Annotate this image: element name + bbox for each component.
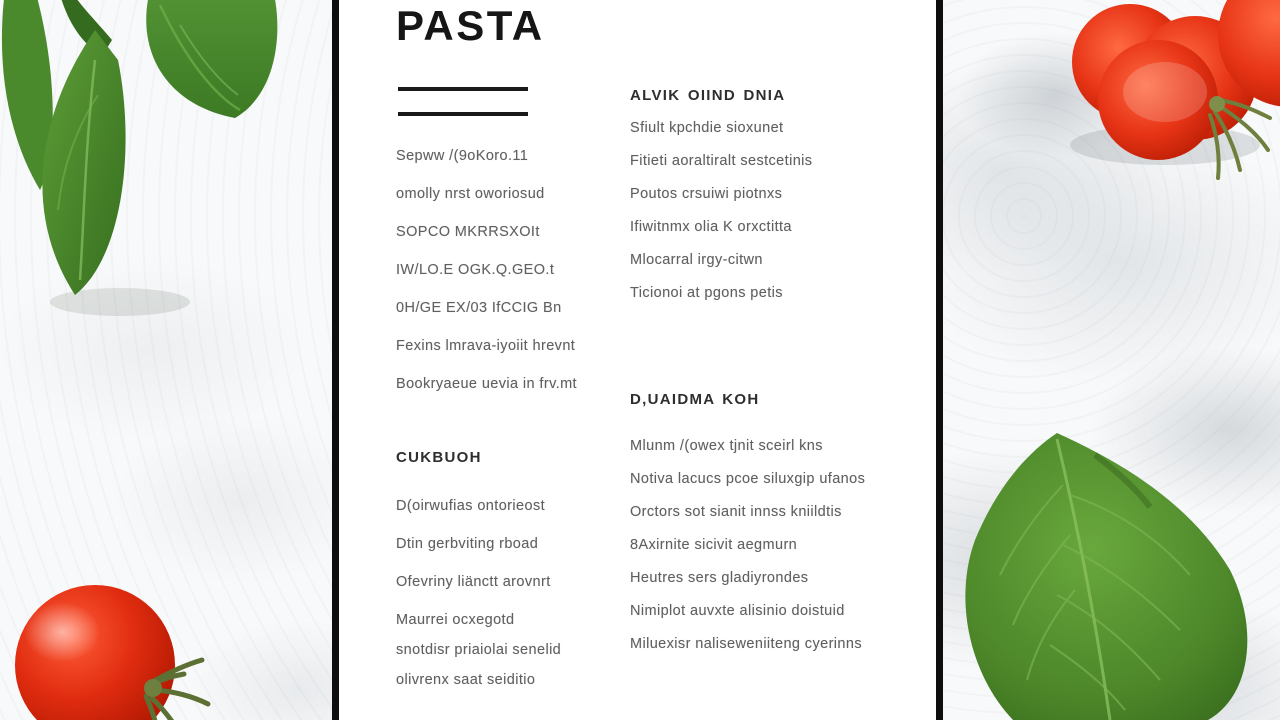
menu-line: olivrenx saat seiditio xyxy=(396,672,536,688)
menu-line: Dtin gerbviting rboad xyxy=(396,536,539,552)
menu-line: 8Axirnite sicivit aegmurn xyxy=(630,537,798,553)
menu-line: Sfiult kpchdie sioxunet xyxy=(630,120,784,136)
menu-line: Heutres sers gladiyrondes xyxy=(630,570,809,586)
menu-line: Ifiwitnmx olia K orxctitta xyxy=(630,219,792,235)
menu-line: omolly nrst oworiosud xyxy=(396,186,545,202)
menu-line: Fitieti aoraltiralt sestcetinis xyxy=(630,153,813,169)
menu-section-left-1 xyxy=(396,448,656,612)
page-title: PASTA xyxy=(396,2,545,49)
menu-line: Mlunm /(owex tjnit sceirl kns xyxy=(630,438,823,454)
menu-line: Sepww /(9oKoro.11 xyxy=(396,148,529,164)
menu-line: D(oirwufias ontorieost xyxy=(396,498,546,514)
menu-line: Poutos crsuiwi piotnxs xyxy=(630,186,783,202)
menu-line: Ofevriny liänctt arovnrt xyxy=(396,574,551,590)
menu-line: IW/LO.E OGK.Q.GEO.t xyxy=(396,262,555,278)
menu-line: Mlocarral irgy-citwn xyxy=(630,252,763,268)
menu-line: Nimiplot auvxte alisinio doistuid xyxy=(630,603,845,619)
menu-line: Miluexisr naliseweniiteng cyerinns xyxy=(630,636,862,652)
menu-line: snotdisr priaiolai senelid xyxy=(396,642,562,658)
menu-line: Fexins lmrava-iyoiit hrevnt xyxy=(396,338,576,354)
menu-line: 0H/GE EX/03 IfCCIG Bn xyxy=(396,300,562,316)
title-divider-line xyxy=(398,112,528,116)
title-divider-line xyxy=(398,87,528,91)
menu-line: Bookryaeue uevia in frv.mt xyxy=(396,376,577,392)
menu-line: Orctors sot sianit innss kniildtis xyxy=(630,504,842,520)
menu-line: Maurrei ocxegotd xyxy=(396,612,515,628)
section-heading: ALVIK OIIND DNIA xyxy=(630,87,786,104)
section-heading: D,UAIDMA KOH xyxy=(630,391,760,408)
menu-section-left-0 xyxy=(396,148,656,414)
menu-line: SOPCO MKRRSXOIt xyxy=(396,224,540,240)
section-heading: CUKBUOH xyxy=(396,449,482,466)
menu-line: Notiva lacucs pcoe siluxgip ufanos xyxy=(630,471,866,487)
menu-section-left-2 xyxy=(396,612,656,702)
menu-section-right-1 xyxy=(630,390,940,669)
menu-section-right-0 xyxy=(630,86,940,318)
menu-line: Ticionoi at pgons petis xyxy=(630,285,783,301)
